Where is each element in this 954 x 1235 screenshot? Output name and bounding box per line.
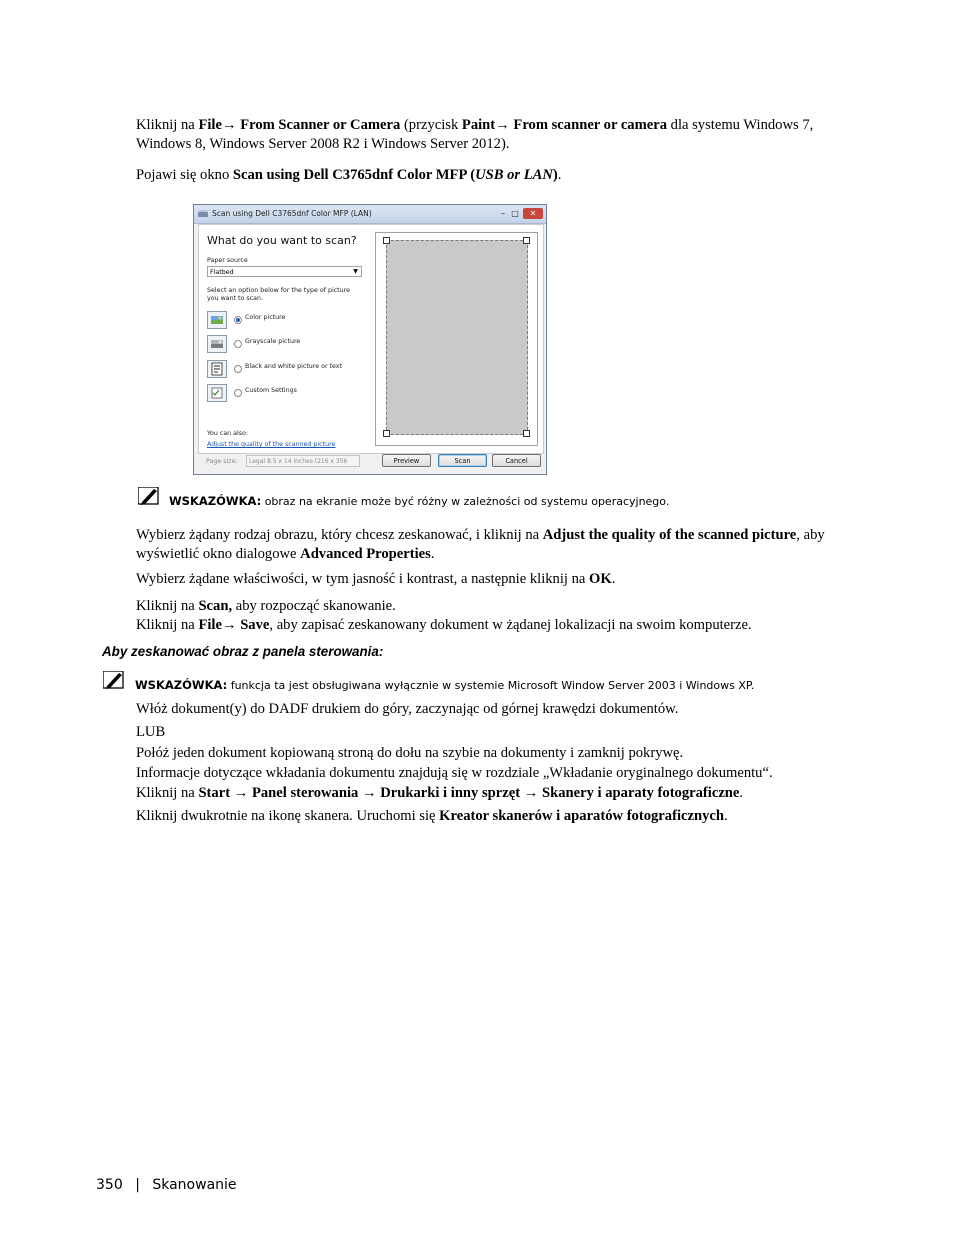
- dialog-question: What do you want to scan?: [207, 234, 357, 247]
- grayscale-picture-icon: [207, 335, 227, 353]
- step-properties: Wybierz żądane właściwości, w tym jasność i kontrast, a następnie kliknij na OK.: [136, 571, 616, 587]
- step-control-panel: Kliknij na Start → Panel sterowania → Drukarki i inny sprzęt → Skanery i aparaty fotograficzne.: [136, 785, 744, 801]
- arrow-icon: →: [221, 617, 237, 633]
- minimize-icon[interactable]: –: [501, 209, 505, 218]
- step-info: Informacje dotyczące wkładania dokumentu znajdują się w rozdziale „Wkładanie oryginalnego dokumentu“.: [136, 765, 773, 781]
- option-color-picture[interactable]: Color picture: [207, 311, 357, 329]
- radio[interactable]: [234, 340, 242, 348]
- cancel-button[interactable]: Cancel: [492, 454, 541, 467]
- scan-dialog-screenshot: [193, 204, 547, 475]
- page-size-label: Page size:: [206, 458, 238, 465]
- close-icon[interactable]: ✕: [523, 208, 543, 219]
- scan-area[interactable]: [386, 240, 528, 435]
- step-file-from-scanner: Kliknij na File→ From Scanner or Camera (przycisk Paint→ From scanner or camera dla systemu Windows 7, Windows 8, Windows Server 2008 R2 i Windows Server 2012).: [136, 117, 814, 152]
- step-load-dadf: Włóż dokument(y) do DADF drukiem do góry, zaczynając od górnej krawędzi dokumentów.: [136, 701, 679, 717]
- crop-handle[interactable]: [383, 430, 390, 437]
- maximize-icon[interactable]: □: [511, 209, 519, 218]
- footer-separator: |: [135, 1177, 140, 1193]
- note-os-difference: WSKAZÓWKA: obraz na ekranie może być różny w zależności od systemu operacyjnego.: [169, 494, 670, 508]
- section-heading: Aby zeskanować obraz z panela sterowania:: [102, 644, 384, 659]
- dialog-body: [198, 224, 544, 454]
- paper-source-select[interactable]: Flatbed ▼: [207, 266, 362, 277]
- arrow-icon: →: [523, 785, 539, 801]
- footer-section: Skanowanie: [152, 1177, 237, 1193]
- crop-handle[interactable]: [383, 237, 390, 244]
- radio-selected[interactable]: [234, 316, 242, 324]
- scan-button[interactable]: Scan: [438, 454, 487, 467]
- step-double-click: Kliknij dwukrotnie na ikonę skanera. Uruchomi się Kreator skanerów i aparatów fotograficznych.: [136, 808, 728, 824]
- step-file-save: Kliknij na File→ Save, aby zapisać zeskanowany dokument w żądanej lokalizacji na swoim komputerze.: [136, 617, 752, 633]
- option-custom-settings[interactable]: Custom Settings: [207, 384, 357, 402]
- adjust-quality-link[interactable]: Adjust the quality of the scanned picture: [207, 441, 336, 448]
- pencil-note-icon: [103, 671, 125, 689]
- arrow-icon: →: [233, 785, 249, 801]
- step-scan-window: Pojawi się okno Scan using Dell C3765dnf Color MFP (USB or LAN).: [136, 167, 562, 183]
- preview-pane: [375, 232, 538, 446]
- page-number: 350: [96, 1177, 123, 1193]
- crop-handle[interactable]: [523, 430, 530, 437]
- step-click-scan: Kliknij na Scan, aby rozpocząć skanowanie.: [136, 598, 396, 614]
- or-label: LUB: [136, 724, 166, 740]
- radio[interactable]: [234, 389, 242, 397]
- dialog-title: Scan using Dell C3765dnf Color MFP (LAN): [212, 209, 372, 218]
- custom-settings-icon: [207, 384, 227, 402]
- chevron-down-icon: ▼: [353, 268, 358, 275]
- color-picture-icon: [207, 311, 227, 329]
- scanner-icon: [198, 209, 208, 218]
- step-load-glass: Połóż jeden dokument kopiowaną stroną do dołu na szybie na dokumenty i zamknij pokrywę.: [136, 745, 684, 761]
- pencil-note-icon: [138, 487, 160, 505]
- crop-handle[interactable]: [523, 237, 530, 244]
- option-grayscale-picture[interactable]: Grayscale picture: [207, 335, 357, 353]
- option-black-white[interactable]: Black and white picture or text: [207, 360, 357, 378]
- radio[interactable]: [234, 365, 242, 373]
- paper-source-label: Paper source: [207, 257, 248, 264]
- black-white-picture-icon: [207, 360, 227, 378]
- page-footer: [96, 1177, 237, 1193]
- page-size-select: Legal 8.5 x 14 inches (216 x 356: [246, 455, 360, 467]
- dialog-footer: [198, 454, 542, 472]
- also-label: You can also:: [207, 430, 249, 437]
- arrow-icon: →: [221, 117, 237, 133]
- option-instruction: Select an option below for the type of picture you want to scan.: [207, 287, 350, 302]
- preview-button[interactable]: Preview: [382, 454, 431, 467]
- arrow-icon: →: [361, 785, 377, 801]
- dialog-titlebar: [194, 205, 546, 224]
- step-choose-type: Wybierz żądany rodzaj obrazu, który chcesz zeskanować, i kliknij na Adjust the quality of the scanned picture, aby wyświetlić okno dialogowe Advanced Properties.: [136, 527, 825, 562]
- note-os-support: WSKAZÓWKA: funkcja ta jest obsługiwana wyłącznie w systemie Microsoft Window Server 2003 i Windows XP.: [135, 678, 755, 692]
- arrow-icon: →: [495, 117, 510, 133]
